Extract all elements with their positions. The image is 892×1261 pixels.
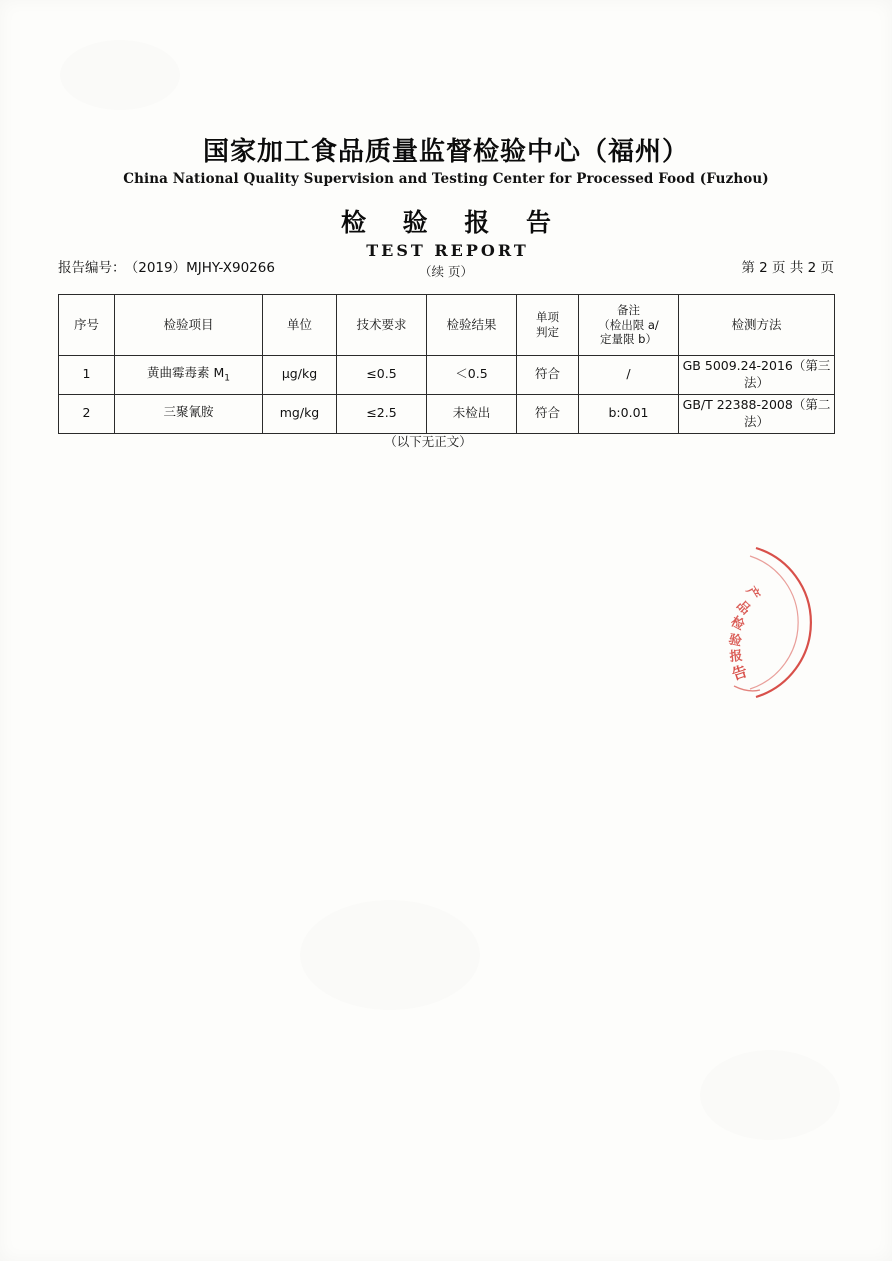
scan-artifact [700,1050,840,1140]
organization-name-cn: 国家加工食品质量监督检验中心（福州） [202,137,689,167]
document-header [0,138,892,260]
cell-method: GB 5009.24-2016（第三法） [679,356,835,395]
svg-text:报: 报 [728,648,744,665]
cell-result: 未检出 [427,394,517,433]
scan-artifact [300,900,480,1010]
cell-result: ＜0.5 [427,356,517,395]
cell-item-text: 黄曲霉毒素 M [147,365,225,381]
table-row [59,394,835,433]
cell-method: GB/T 22388-2008（第二法） [679,394,835,433]
document-title-cn: 检 验 报 告 [340,207,566,237]
column-header-item: 检验项目 [115,295,263,356]
cell-requirement: ≤0.5 [337,356,427,395]
report-meta-row [58,256,834,279]
cell-judgement: 符合 [517,394,579,433]
continuation-note: （续 页） [419,264,473,279]
column-header-unit: 单位 [263,295,337,356]
cell-requirement: ≤2.5 [337,394,427,433]
organization-name-en: China National Quality Supervision and Testing Center for Processed Food (Fuzhou) [123,170,769,187]
page-indicator: 第 2 页 共 2 页 [741,260,834,276]
remark-header-line2: （检出限 a/ [598,317,659,332]
svg-text:产: 产 [742,584,763,604]
official-seal-stamp [700,540,865,705]
cell-judgement: 符合 [517,356,579,395]
judgement-header-line2: 判定 [536,325,559,339]
column-header-requirement: 技术要求 [337,295,427,356]
column-header-remark [579,295,679,356]
scan-artifact [60,40,180,110]
remark-header-line3: 定量限 b） [600,332,657,347]
column-header-no: 序号 [59,295,115,356]
remark-header-line1: 备注 [617,302,640,317]
table-row [59,356,835,395]
table-header-row [59,295,835,356]
cell-item-text: 三聚氰胺 [163,403,214,419]
cell-unit: μg/kg [263,356,337,395]
report-number-label: 报告编号： [58,260,126,276]
cell-no: 2 [59,394,115,433]
cell-item-subscript: 1 [224,373,230,384]
cell-remark: / [579,356,679,395]
test-results-table [58,294,835,434]
column-header-judgement [517,295,579,356]
footer-note: （以下无正文） [384,434,472,449]
svg-text:品: 品 [733,598,754,618]
cell-remark: b:0.01 [579,394,679,433]
cell-item [115,394,263,433]
column-header-method: 检测方法 [679,295,835,356]
seal-character: 告 [729,662,750,684]
document-title-en: TEST REPORT [366,240,529,260]
cell-no: 1 [59,356,115,395]
cell-unit: mg/kg [263,394,337,433]
svg-text:检: 检 [728,614,747,634]
judgement-header-line1: 单项 [536,310,559,325]
report-number-value: （2019）MJHY-X90266 [131,260,275,276]
cell-item [115,356,263,395]
svg-text:验: 验 [727,632,744,650]
column-header-result: 检验结果 [427,295,517,356]
footer-note-wrapper [0,432,892,450]
